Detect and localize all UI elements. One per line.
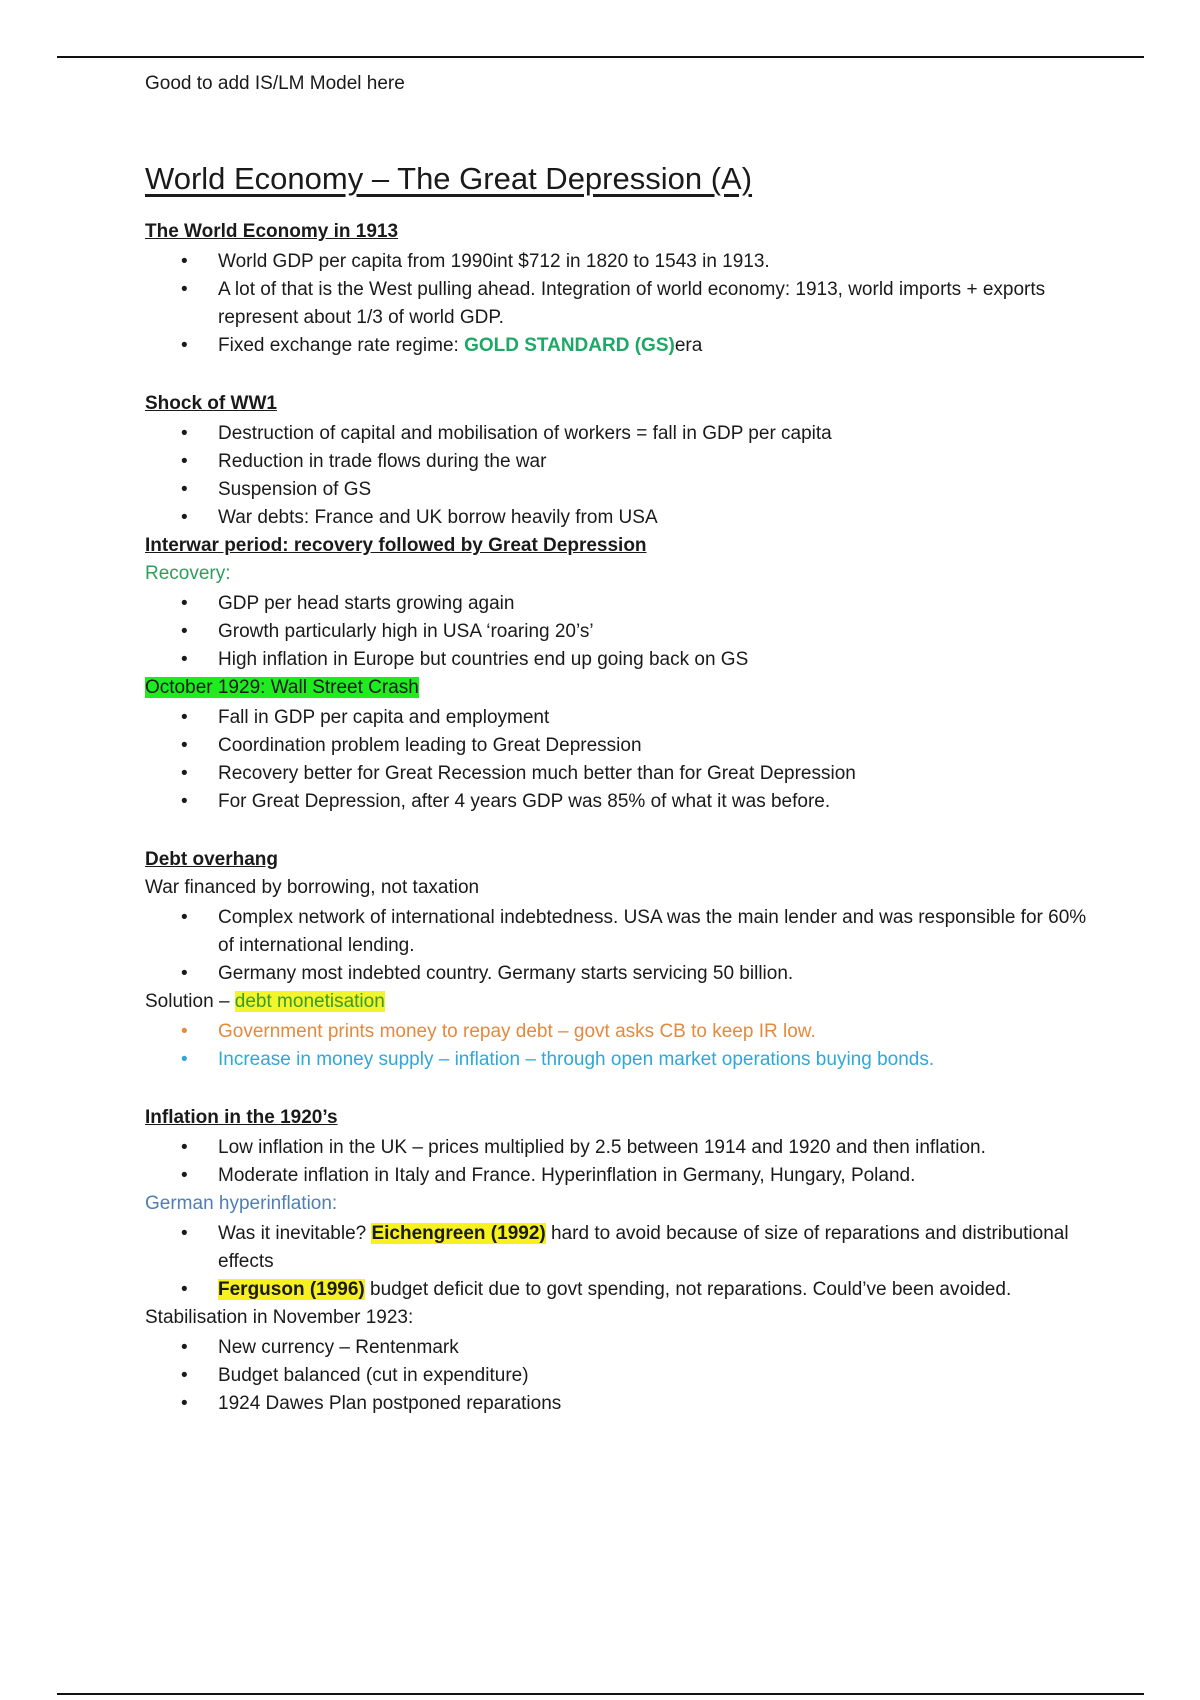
heading-interwar-period: Interwar period: recovery followed by Great Depression: [145, 535, 647, 556]
list-item: • Destruction of capital and mobilisation of workers = fall in GDP per capita: [145, 420, 1105, 448]
text-fragment: Was it inevitable?: [218, 1223, 372, 1244]
ferguson-highlight: Ferguson (1996): [218, 1279, 365, 1300]
stabilisation-label: Stabilisation in November 1923:: [145, 1307, 414, 1328]
list-german-hyperinflation: [145, 1220, 1105, 1304]
list-item: • For Great Depression, after 4 years GDP was 85% of what it was before.: [145, 788, 1105, 816]
list-item: [145, 1220, 1105, 1276]
text-fragment: era: [674, 335, 703, 356]
text-fragment: Fixed exchange rate regime:: [218, 335, 465, 356]
list-item: • Fall in GDP per capita and employment: [145, 704, 1105, 732]
text-fragment: hard to avoid because of size of reparations and distributional effects: [218, 1223, 1069, 1272]
list-item: • GDP per head starts growing again: [145, 590, 1105, 618]
list-world-economy-1913: [145, 248, 1105, 360]
list-item-blue: • Increase in money supply – inflation – through open market operations buying bonds.: [145, 1046, 1105, 1074]
text-fragment: budget deficit due to govt spending, not reparations. Could’ve been avoided.: [364, 1279, 1012, 1300]
solution-prefix: Solution –: [145, 991, 235, 1012]
german-hyperinflation-label: German hyperinflation:: [145, 1193, 338, 1214]
list-item: • Germany most indebted country. Germany starts servicing 50 billion.: [145, 960, 1105, 988]
list-item-orange: • Government prints money to repay debt – govt asks CB to keep IR low.: [145, 1018, 1105, 1046]
list-item: • High inflation in Europe but countries end up going back on GS: [145, 646, 1105, 674]
recovery-label: [145, 560, 1105, 588]
spacer: [145, 360, 1105, 390]
heading-shock-ww1: Shock of WW1: [145, 393, 277, 414]
heading-world-economy-1913: The World Economy in 1913: [145, 221, 399, 242]
list-item: • Suspension of GS: [145, 476, 1105, 504]
header-note: Good to add IS/LM Model here: [145, 73, 405, 94]
list-item: • A lot of that is the West pulling ahead. Integration of world economy: 1913, world imports + exports represent about 1/3 of world GDP.: [145, 276, 1105, 332]
list-item: • Moderate inflation in Italy and France. Hyperinflation in Germany, Hungary, Poland.: [145, 1162, 1105, 1190]
debt-monetisation-highlight: debt monetisation: [234, 991, 385, 1012]
list-item: [145, 1276, 1105, 1304]
crash-label: [145, 674, 1105, 702]
list-stabilisation: [145, 1334, 1105, 1418]
list-item: • War debts: France and UK borrow heavily from USA: [145, 504, 1105, 532]
list-crash: [145, 704, 1105, 816]
list-item: • Reduction in trade flows during the war: [145, 448, 1105, 476]
recovery-colon: :: [225, 563, 231, 584]
list-item: • Complex network of international indebtedness. USA was the main lender and was responsible for 60% of international lending.: [145, 904, 1105, 960]
list-item: • Growth particularly high in USA ‘roaring 20’s’: [145, 618, 1105, 646]
list-solution: [145, 1018, 1105, 1074]
list-item: • Coordination problem leading to Great Depression: [145, 732, 1105, 760]
list-inflation: [145, 1134, 1105, 1190]
list-item: • New currency – Rentenmark: [145, 1334, 1105, 1362]
gold-standard-highlight: GOLD STANDARD (GS): [464, 335, 675, 356]
list-debt: [145, 904, 1105, 988]
list-shock-ww1: [145, 420, 1105, 532]
eichengreen-highlight: Eichengreen (1992): [371, 1223, 546, 1244]
debt-intro: War financed by borrowing, not taxation: [145, 877, 480, 898]
list-item: • Low inflation in the UK – prices multiplied by 2.5 between 1914 and 1920 and then inflation.: [145, 1134, 1105, 1162]
list-item: • Budget balanced (cut in expenditure): [145, 1362, 1105, 1390]
spacer: [145, 1074, 1105, 1104]
recovery-label-text: Recovery: [145, 563, 226, 584]
heading-inflation-1920s: Inflation in the 1920’s: [145, 1107, 338, 1128]
wall-street-crash-highlight: October 1929: Wall Street Crash: [145, 677, 419, 698]
list-item: • Recovery better for Great Recession much better than for Great Depression: [145, 760, 1105, 788]
document-page: [145, 70, 1105, 1418]
page-title: World Economy – The Great Depression (A): [145, 161, 753, 196]
bottom-rule: [57, 1693, 1144, 1695]
heading-debt-overhang: Debt overhang: [145, 849, 279, 870]
list-recovery: [145, 590, 1105, 674]
list-item: [145, 332, 1105, 360]
spacer: [145, 816, 1105, 846]
list-item: • World GDP per capita from 1990int $712 in 1820 to 1543 in 1913.: [145, 248, 1105, 276]
list-item: • 1924 Dawes Plan postponed reparations: [145, 1390, 1105, 1418]
top-rule: [57, 56, 1144, 58]
solution-line: [145, 988, 1105, 1016]
